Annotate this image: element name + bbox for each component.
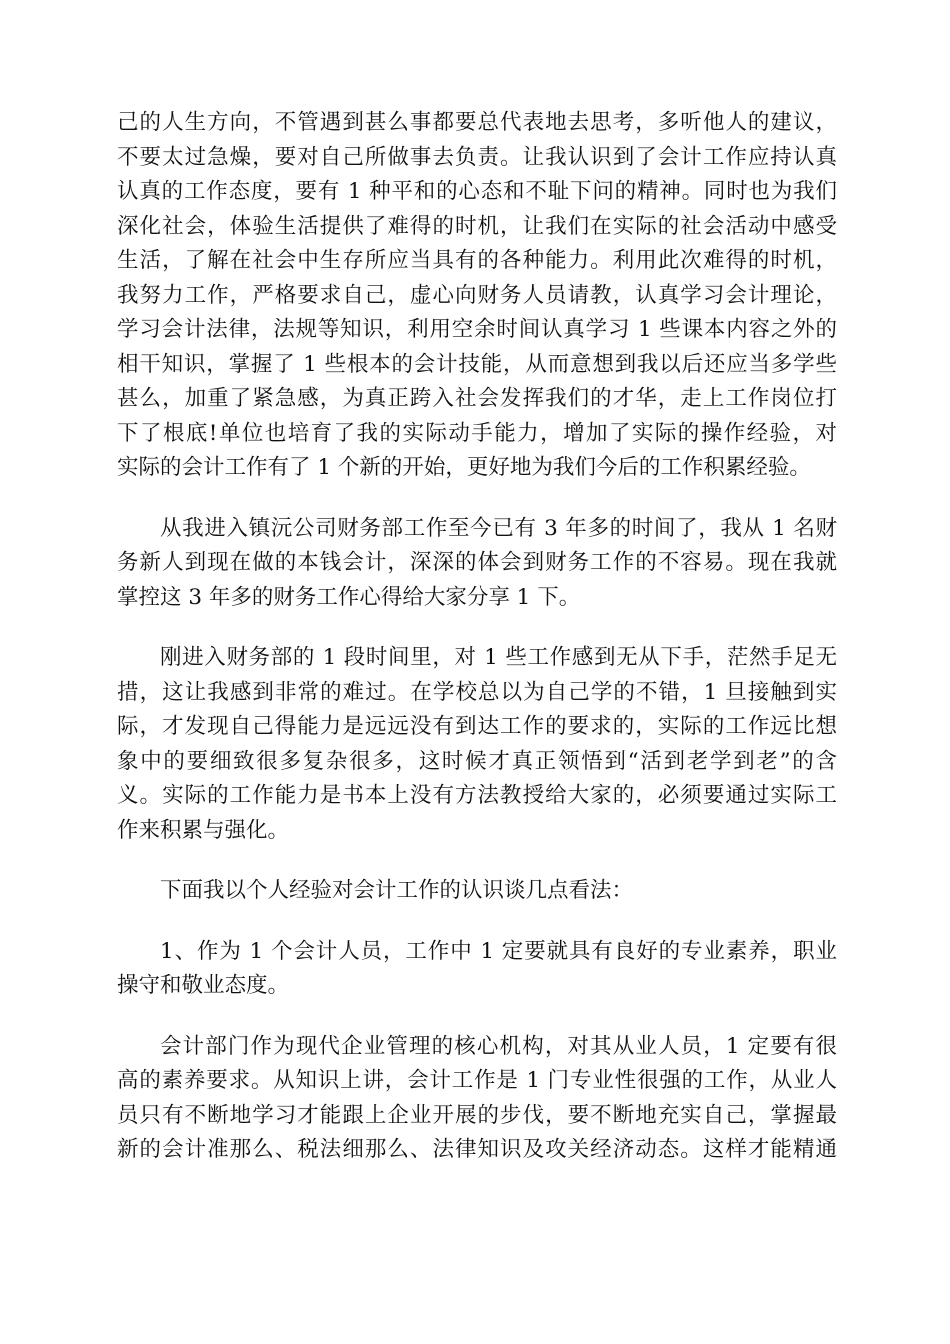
- text-line: 认真的工作态度，要有 1 种平和的心态和不耻下问的精神。同时也为我们: [117, 179, 837, 204]
- text-line: 1、作为 1 个会计人员，工作中 1 定要就具有良好的专业素养，职业: [160, 938, 837, 964]
- text-line: 从我进入镇沅公司财务部工作至今已有 3 年多的时间了，我从 1 名财: [160, 515, 837, 541]
- text-line: 掌控这 3 年多的财务工作心得给大家分享 1 下。: [117, 584, 581, 610]
- paragraph: [117, 641, 837, 848]
- text-line: 生活，了解在社会中生存所应当具有的各种能力。利用此次难得的时机，: [117, 248, 837, 273]
- text-line: 不要太过急燥，要对自己所做事去负责。让我认识到了会计工作应持认真: [117, 144, 837, 170]
- text-line: 甚么，加重了紧急感，为真正跨入社会发挥我们的才华，走上工作岗位打: [117, 386, 837, 411]
- text-line: 操守和敬业态度。: [117, 973, 290, 998]
- text-line: 象中的要细致很多复杂很多，这时候才真正领悟到“活到老学到老”的含: [117, 748, 837, 774]
- paragraph-gap: [117, 909, 837, 935]
- paragraph: [117, 1030, 837, 1168]
- text-line: 下面我以个人经验对会计工作的认识谈几点看法：: [160, 878, 634, 903]
- text-line: 新的会计准那么、税法细那么、法律知识及攻关经济动态。这样才能精通: [117, 1137, 837, 1162]
- text-line: 措，这让我感到非常的难过。在学校总以为自己学的不错，1 旦接触到实: [117, 679, 837, 705]
- paragraph: [117, 935, 837, 1004]
- text-line: 我努力工作，严格要求自己，虚心向财务人员请教，认真学习会计理论，: [117, 282, 837, 308]
- paragraph-gap: [117, 615, 837, 641]
- text-line: 务新人到现在做的本钱会计，深深的体会到财务工作的不容易。现在我就: [117, 550, 837, 575]
- text-line: 义。实际的工作能力是书本上没有方法教授给大家的，必须要通过实际工: [117, 783, 837, 808]
- text-line: 实际的会计工作有了 1 个新的开始，更好地为我们今后的工作积累经验。: [117, 455, 811, 480]
- text-line: 员只有不断地学习才能跟上企业开展的步伐，要不断地充实自己，掌握最: [117, 1102, 837, 1128]
- paragraph-gap: [117, 1004, 837, 1030]
- paragraph-gap: [117, 486, 837, 512]
- text-line: 会计部门作为现代企业管理的核心机构，对其从业人员，1 定要有很: [160, 1033, 837, 1059]
- paragraph: [117, 512, 837, 616]
- text-line: 相干知识，掌握了 1 些根本的会计技能，从而意想到我以后还应当多学些: [117, 351, 837, 377]
- text-line: 己的人生方向，不管遇到甚么事都要总代表地去思考，多听他人的建议，: [117, 110, 837, 135]
- paragraph: [117, 106, 837, 486]
- document-body: [117, 106, 837, 1168]
- paragraph: [117, 874, 837, 909]
- text-line: 高的素养要求。从知识上讲，会计工作是 1 门专业性很强的工作，从业人: [117, 1068, 837, 1093]
- text-line: 刚进入财务部的 1 段时间里，对 1 些工作感到无从下手，茫然手足无: [160, 645, 837, 670]
- text-line: 深化社会，体验生活提供了难得的时机，让我们在实际的社会活动中感受: [117, 213, 837, 239]
- text-line: 作来积累与强化。: [117, 817, 290, 843]
- text-line: 下了根底!单位也培育了我的实际动手能力，增加了实际的操作经验，对: [117, 420, 837, 446]
- text-line: 际，才发现自己得能力是远远没有到达工作的要求的，实际的工作远比想: [117, 714, 837, 739]
- paragraph-gap: [117, 848, 837, 874]
- text-line: 学习会计法律，法规等知识，利用空余时间认真学习 1 些课本内容之外的: [117, 317, 837, 342]
